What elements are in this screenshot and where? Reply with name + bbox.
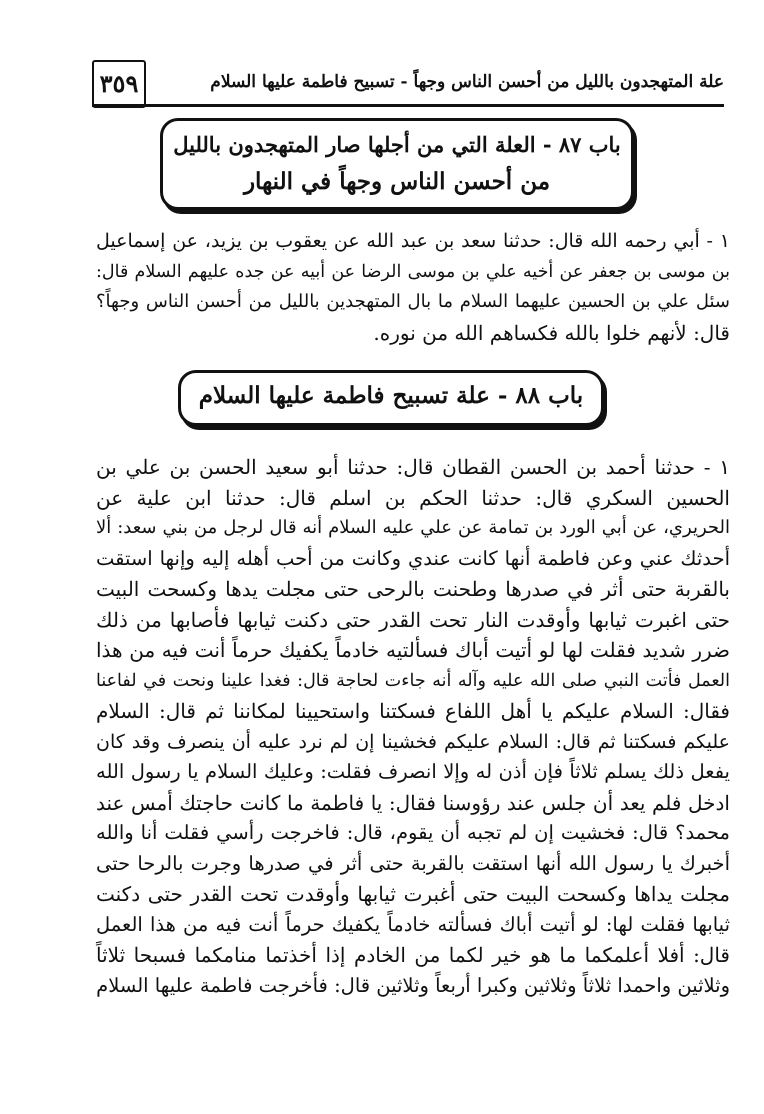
text-line: الحسين السكري قال: حدثنا الحكم بن اسلم قال: حدثنا ابن علية عن xyxy=(96,485,730,510)
chapter-88-title: باب ٨٨ - علة تسبيح فاطمة عليها السلام xyxy=(198,382,584,409)
header-rule xyxy=(92,104,724,107)
hadith-87-text xyxy=(96,226,730,348)
text-line: عليكم فسكتنا ثم قال: السلام عليكم فخشينا إن لم نرد عليه أن ينصرف وقد كان xyxy=(96,730,730,753)
text-line: أخبرك يا رسول الله أنها استقت بالقربة حتى أثر في صدرها وجرت بالرحا حتى xyxy=(96,851,730,875)
text-line: العمل فأتت النبي صلى الله عليه وآله أنه جاءت لحاجة قال: فغدا علينا ونحت في لفاعنا xyxy=(96,670,730,691)
text-line: حتى اغبرت ثيابها وأوقدت النار تحت القدر حتى دكنت ثيابها فأصابها من ذلك xyxy=(96,607,730,632)
chapter-88-heading-box xyxy=(178,370,604,426)
text-line: ضرر شديد فقلت لها لو أتيت أباك فسألتيه خادماً يكفيك حرماً أنت فيه من هذا xyxy=(96,638,730,662)
text-line: بن موسى بن جعفر عن أخيه علي بن موسى الرضا عن أبيه عن جده عليهم السلام قال: xyxy=(96,261,730,282)
text-line: قال: لأنهم خلوا بالله فكساهم الله من نوره. xyxy=(373,320,730,345)
text-line: محمد؟ قال: فخشيت إن لم تجبه أن يقوم، قال: فاخرجت رأسي فقلت أنا والله xyxy=(96,821,730,844)
chapter-87-title-line1: باب ٨٧ - العلة التي من أجلها صار المتهجدون بالليل xyxy=(173,132,621,157)
page-number: ٣٥٩ xyxy=(92,60,146,108)
text-line: أحدثك عني وعن فاطمة أنها كانت عندي وكانت من أحب أهله إليه وإنها استقت xyxy=(96,546,730,570)
header-title: علة المتهجدون بالليل من أحسن الناس وجهاً - تسبيح فاطمة عليها السلام xyxy=(210,72,724,92)
text-line: ١ - أبي رحمه الله قال: حدثنا سعد بن عبد الله عن يعقوب بن يزيد، عن إسماعيل xyxy=(96,230,730,252)
text-line: ١ - حدثنا أحمد بن الحسن القطان قال: حدثنا أبو سعيد الحسن بن علي بن xyxy=(96,455,730,479)
hadith-88-text xyxy=(96,452,730,1001)
text-line: ادخل فلم يعد أن جلس عند رؤوسنا فقال: يا فاطمة ما كانت حاجتك أمس عند xyxy=(96,790,730,815)
text-line: قال: أفلا أعلمكما ما هو خير لكما من الخادم إذا أخذتما منامكما فسبحا ثلاثاً xyxy=(96,943,730,967)
text-line: وثلاثين واحمدا ثلاثاً وثلاثين وكبرا أربعاً وثلاثين قال: فأخرجت فاطمة عليها السلام xyxy=(96,973,730,997)
text-line: يفعل ذلك يسلم ثلاثاً فإن أذن له وإلا انصرف فقلت: وعليك السلام يا رسول الله xyxy=(96,760,730,783)
running-header xyxy=(92,60,724,108)
chapter-87-heading-box xyxy=(160,118,634,210)
text-line: فقال: السلام عليكم يا أهل اللفاع فسكتنا واستحيينا لمكاننا ثم قال: السلام xyxy=(96,699,730,723)
text-line: ثيابها فقلت لها: لو أتيت أباك فسألته خادماً يكفيك حرماً أنت فيه من هذا العمل xyxy=(96,912,730,936)
text-line: بالقربة حتى أثر في صدرها وطحنت بالرحى حتى مجلت يدها وكسحت البيت xyxy=(96,577,730,601)
text-line: الحريري، عن أبي الورد بن تمامة عن علي عليه السلام أنه قال لرجل من بني سعد: ألا xyxy=(96,517,730,538)
chapter-87-title-line2: من أحسن الناس وجهاً في النهار xyxy=(243,168,551,195)
text-line: مجلت يداها وكسحت البيت حتى أغبرت ثيابها وأوقدت تحت القدر حتى دكنت xyxy=(96,882,730,906)
text-line: سئل علي بن الحسين عليهما السلام ما بال المتهجدين بالليل من أحسن الناس وجهاً؟ xyxy=(96,291,730,312)
